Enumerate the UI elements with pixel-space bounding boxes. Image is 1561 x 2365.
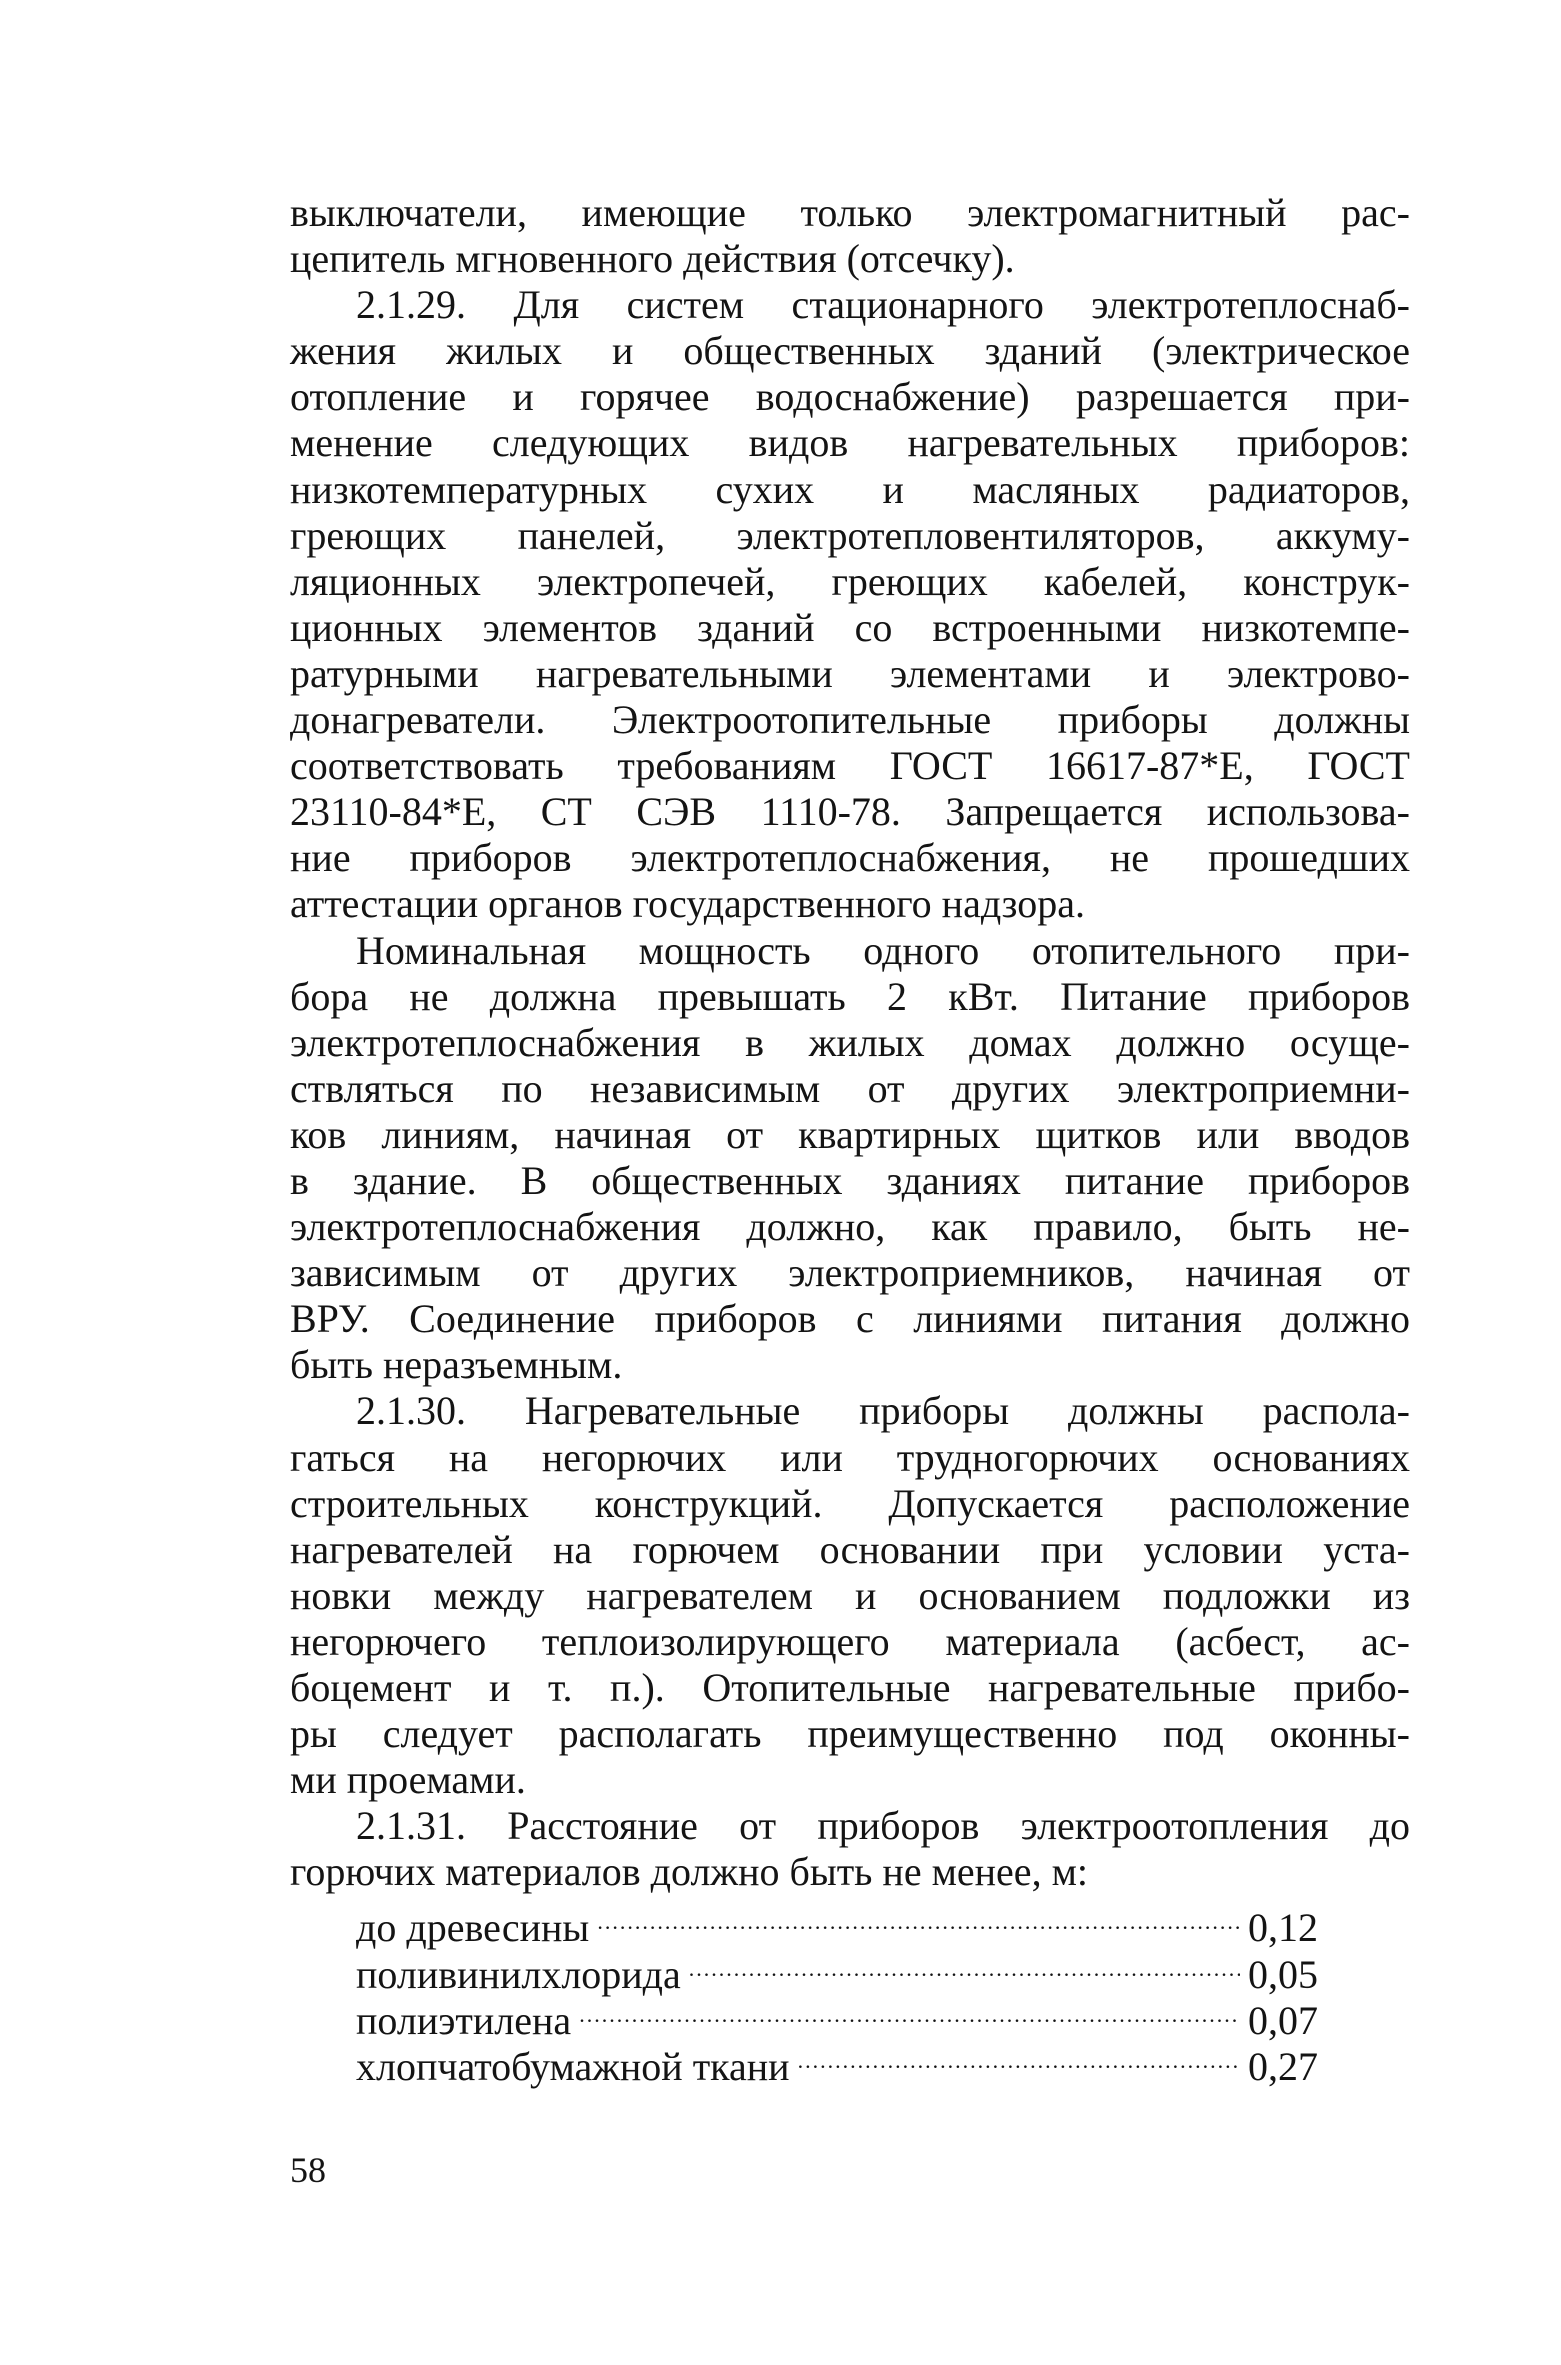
- text-line: 2.1.29. Для систем стационарного электротеплоснаб-: [356, 282, 1410, 328]
- text-line: ляционных электропечей, греющих кабелей, конструк-: [290, 558, 1410, 604]
- text-line: новки между нагревателем и основанием подложки из: [290, 1572, 1410, 1618]
- text-line: низкотемпературных сухих и масляных радиаторов,: [290, 466, 1410, 512]
- text-line: цепитель мгновенного действия (отсечку).: [290, 236, 1015, 282]
- text-line: ратурными нагревательными элементами и электрово-: [290, 650, 1410, 696]
- leader-dots: [689, 1942, 1240, 1988]
- text-line: ВРУ. Соединение приборов с линиями питания должно: [290, 1296, 1410, 1342]
- text-line: бора не должна превышать 2 кВт. Питание приборов: [290, 973, 1410, 1019]
- text-line: Номинальная мощность одного отопительного при-: [356, 927, 1410, 973]
- distance-row: [290, 1895, 1318, 1951]
- text-line: соответствовать требованиям ГОСТ 16617-87*Е, ГОСТ: [290, 743, 1410, 789]
- paragraph-power: [290, 928, 1410, 1389]
- text-line: нагревателей на горючем основании при условии уста-: [290, 1526, 1410, 1572]
- text-line: ми проемами.: [290, 1757, 526, 1803]
- text-line: зависимым от других электроприемников, начиная от: [290, 1250, 1410, 1296]
- text-line: греющих панелей, электротепловентиляторов, аккуму-: [290, 512, 1410, 558]
- text-line: электротеплоснабжения должно, как правило, быть не-: [290, 1204, 1410, 1250]
- distance-value: 0,05: [1248, 1951, 1318, 1997]
- leader-dots: [597, 1895, 1240, 1941]
- distance-list: [290, 1895, 1410, 2089]
- text-line: ние приборов электротеплоснабжения, не прошедших: [290, 835, 1410, 881]
- distance-material: поливинилхлорида: [356, 1951, 681, 1997]
- text-line: 2.1.31. Расстояние от приборов электроотопления до: [356, 1803, 1410, 1849]
- text-line: боцемент и т. п.). Отопительные нагревательные прибо-: [290, 1665, 1410, 1710]
- text-line: ков линиям, начиная от квартирных щитков или вводов: [290, 1111, 1410, 1157]
- text-line: горючих материалов должно быть не менее, м:: [290, 1849, 1088, 1895]
- distance-value: 0,27: [1248, 2043, 1318, 2089]
- text-line: ствляться по независимым от других электроприемни-: [290, 1065, 1410, 1111]
- distance-material: полиэтилена: [356, 1997, 572, 2043]
- distance-material: до древесины: [356, 1905, 590, 1951]
- paragraph-2-1-29: [290, 282, 1410, 927]
- text-line: быть неразъемным.: [290, 1342, 623, 1388]
- text-line: гаться на негорючих или трудногорючих основаниях: [290, 1434, 1410, 1480]
- paragraph: [290, 190, 1410, 282]
- text-line: в здание. В общественных зданиях питание приборов: [290, 1157, 1410, 1203]
- leader-dots: [798, 2034, 1240, 2080]
- text-line: негорючего теплоизолирующего материала (асбест, ас-: [290, 1618, 1410, 1664]
- text-line: жения жилых и общественных зданий (электрическое: [290, 328, 1410, 374]
- text-line: 23110-84*Е, СТ СЭВ 1110-78. Запрещается использова-: [290, 789, 1410, 835]
- text-line: выключатели, имеющие только электромагнитный рас-: [290, 190, 1410, 235]
- distance-value: 0,07: [1248, 1997, 1318, 2043]
- page-number: 58: [290, 2150, 326, 2190]
- text-line: строительных конструкций. Допускается расположение: [290, 1480, 1410, 1526]
- paragraph-2-1-30: [290, 1388, 1410, 1803]
- leader-dots: [579, 1988, 1240, 2034]
- text-line: ционных элементов зданий со встроенными низкотемпе-: [290, 604, 1410, 650]
- text-line: электротеплоснабжения в жилых домах должно осуще-: [290, 1019, 1410, 1065]
- distance-value: 0,12: [1248, 1905, 1318, 1951]
- text-line: 2.1.30. Нагревательные приборы должны распола-: [356, 1388, 1410, 1434]
- distance-material: хлопчатобумажной ткани: [356, 2043, 790, 2089]
- body-text: [290, 190, 1410, 2089]
- text-line: менение следующих видов нагревательных приборов:: [290, 420, 1410, 466]
- text-line: отопление и горячее водоснабжение) разрешается при-: [290, 374, 1410, 420]
- text-line: донагреватели. Электроотопительные приборы должны: [290, 697, 1410, 743]
- paragraph-2-1-31: [290, 1803, 1410, 1895]
- text-line: аттестации органов государственного надзора.: [290, 881, 1085, 927]
- text-line: ры следует располагать преимущественно под оконны-: [290, 1711, 1410, 1757]
